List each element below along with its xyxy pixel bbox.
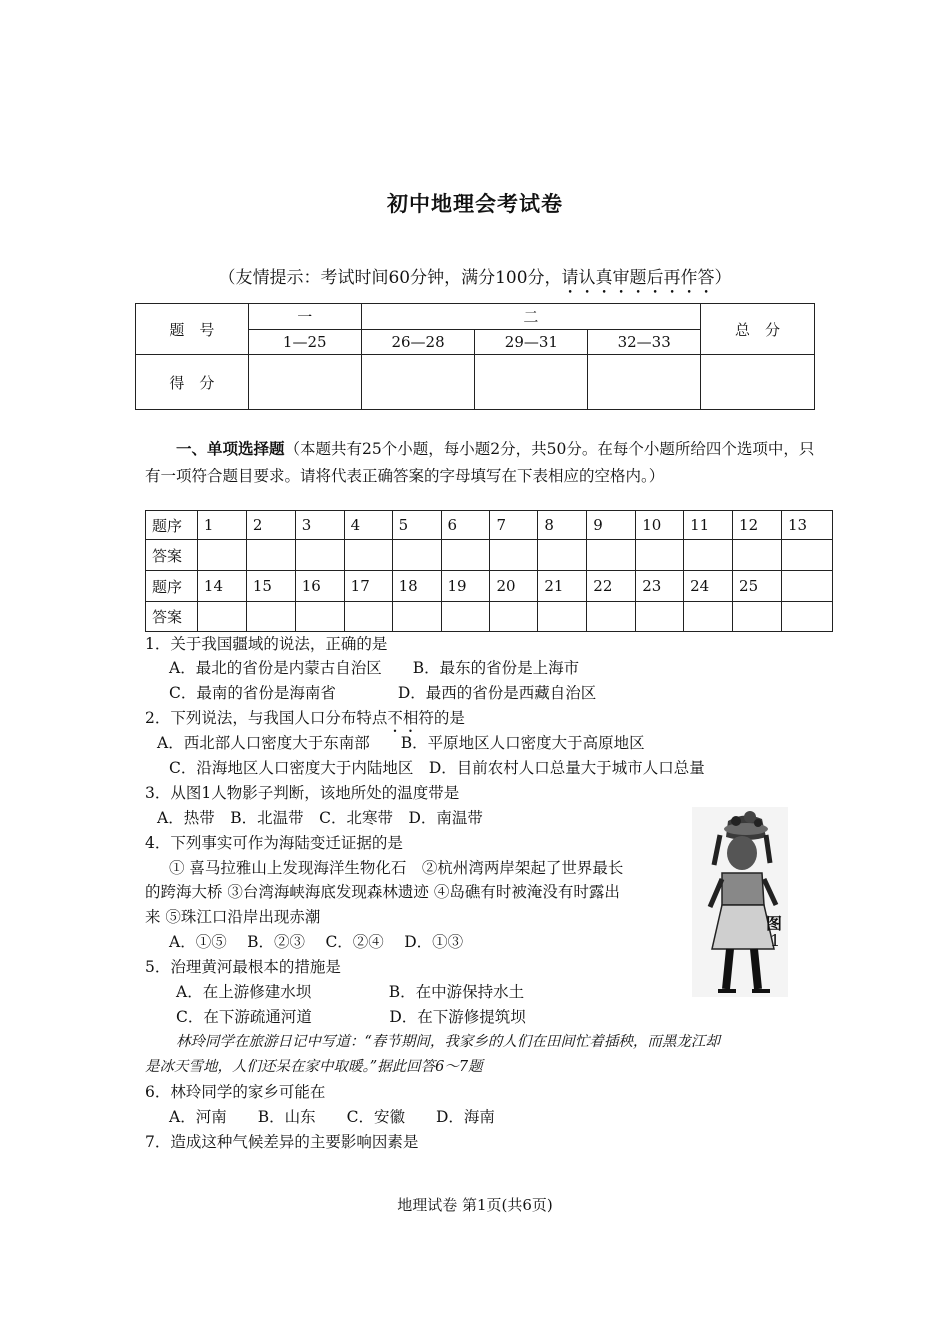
question-1-stem: 1．关于我国疆域的说法，正确的是 <box>145 635 388 653</box>
score-cell <box>588 355 701 410</box>
question-2-options-ab: A．西北部人口密度大于东南部 B．平原地区人口密度大于高原地区 <box>157 734 645 752</box>
question-2-text-post: 符的是 <box>418 709 465 727</box>
answer-cell[interactable] <box>295 540 344 571</box>
question-number: 21 <box>538 571 587 602</box>
answer-cell[interactable] <box>636 602 684 632</box>
question-number: 10 <box>636 511 684 540</box>
question-4-line-1: ① 喜马拉雅山上发现海洋生物化石 ②杭州湾两岸架起了世界最长 <box>169 859 624 877</box>
page-footer: 地理试卷 第1页(共6页) <box>397 1196 553 1214</box>
answer-cell[interactable] <box>197 602 246 632</box>
answer-cell[interactable] <box>490 540 538 571</box>
answer-cell[interactable] <box>246 540 295 571</box>
answer-cell[interactable] <box>733 540 782 571</box>
answer-cell[interactable] <box>490 602 538 632</box>
answer-cell[interactable] <box>344 602 392 632</box>
range-cell: 26—28 <box>361 330 475 355</box>
section-one-instructions <box>145 436 815 490</box>
question-number: 6 <box>441 511 490 540</box>
question-number: 20 <box>490 571 538 602</box>
answer-cell[interactable] <box>538 602 587 632</box>
question-number: 2 <box>246 511 295 540</box>
person-with-basket-icon <box>692 807 788 997</box>
question-number: 5 <box>392 511 441 540</box>
question-1-options-cd: C．最南的省份是海南省 D．最西的省份是西藏自治区 <box>169 684 597 702</box>
question-number: 3 <box>295 511 344 540</box>
question-number: 16 <box>295 571 344 602</box>
question-1-options-ab: A．最北的省份是内蒙古自治区 B．最东的省份是上海市 <box>169 659 580 677</box>
figure-number: 1 <box>770 931 781 950</box>
question-5-options-ab: A．在上游修建水坝 B．在中游保持水土 <box>176 983 525 1001</box>
question-number: 14 <box>197 571 246 602</box>
figure-label: 图 <box>766 914 783 933</box>
score-cell <box>475 355 588 410</box>
answer-cell[interactable] <box>684 540 733 571</box>
range-cell: 1—25 <box>248 330 361 355</box>
question-4-stem: 4．下列事实可作为海陆变迁证据的是 <box>145 834 403 852</box>
passage-line-1: 林玲同学在旅游日记中写道：“春节期间，我家乡的人们在田间忙着插秧，而黑龙江却 <box>176 1034 720 1050</box>
question-number: 7 <box>490 511 538 540</box>
score-cell <box>361 355 475 410</box>
answer-cell[interactable] <box>781 602 832 632</box>
score-header-label: 题 号 <box>136 304 249 355</box>
question-6-options: A．河南 B．山东 C．安徽 D．海南 <box>169 1108 495 1126</box>
question-number: 17 <box>344 571 392 602</box>
question-number: 9 <box>587 511 636 540</box>
question-number: 19 <box>441 571 490 602</box>
part-two-label: 二 <box>361 304 700 330</box>
answer-cell[interactable] <box>344 540 392 571</box>
question-number: 1 <box>197 511 246 540</box>
score-cell <box>701 355 815 410</box>
answer-table <box>145 510 833 632</box>
question-number: 11 <box>684 511 733 540</box>
question-6-stem: 6．林玲同学的家乡可能在 <box>145 1083 326 1101</box>
tip-emphasis: 请认真审题后再作答 <box>561 268 715 288</box>
question-7-stem: 7．造成这种气候差异的主要影响因素是 <box>145 1133 419 1151</box>
answer-cell[interactable] <box>781 540 832 571</box>
question-2-text-pre: 2．下列说法，与我国人口分布特点 <box>145 709 388 727</box>
section-one-text: （本题共有25个小题，每小题2分，共50分。在每个小题所给四个选项中，只有一项符合题目要求。请将代表正确答案的字母填写在下表相应的空格内。） <box>145 440 815 485</box>
question-2-emphasis: 不相 <box>387 709 419 727</box>
exam-title: 初中地理会考试卷 <box>387 191 563 216</box>
score-cell <box>248 355 361 410</box>
question-5-stem: 5．治理黄河最根本的措施是 <box>145 958 341 976</box>
question-4-line-2: 的跨海大桥 ③台湾海峡海底发现森林遗迹 ④岛礁有时被淹没有时露出 <box>145 883 620 901</box>
question-number: 24 <box>684 571 733 602</box>
passage-line-2: 是冰天雪地，人们还呆在家中取暖。”据此回答6～7题 <box>145 1059 483 1075</box>
answer-cell[interactable] <box>441 540 490 571</box>
answer-cell[interactable] <box>295 602 344 632</box>
question-number: 4 <box>344 511 392 540</box>
tip-prefix: （友情提示：考试时间60分钟，满分100分， <box>218 268 562 288</box>
score-row-label: 得 分 <box>136 355 249 410</box>
answer-cell[interactable] <box>392 602 441 632</box>
answer-cell[interactable] <box>538 540 587 571</box>
range-cell: 29—31 <box>475 330 588 355</box>
answer-row-label: 答案 <box>146 602 198 632</box>
figure-1-person-illustration <box>692 807 788 997</box>
score-table <box>135 303 815 410</box>
question-3-stem: 3．从图1人物影子判断，该地所处的温度带是 <box>145 784 460 802</box>
question-3-options: A．热带 B．北温带 C．北寒带 D．南温带 <box>157 809 483 827</box>
answer-cell[interactable] <box>587 602 636 632</box>
part-one-label: 一 <box>248 304 361 330</box>
question-number: 22 <box>587 571 636 602</box>
answer-cell[interactable] <box>587 540 636 571</box>
answer-cell[interactable] <box>733 602 782 632</box>
question-number: 13 <box>781 511 832 540</box>
question-number: 25 <box>733 571 782 602</box>
total-score-label: 总 分 <box>701 304 815 355</box>
answer-cell[interactable] <box>392 540 441 571</box>
answer-cell[interactable] <box>684 602 733 632</box>
range-cell: 32—33 <box>588 330 701 355</box>
section-one-heading: 一、单项选择题 <box>176 440 285 458</box>
question-5-options-cd: C．在下游疏通河道 D．在下游修提筑坝 <box>176 1008 526 1026</box>
question-number: 15 <box>246 571 295 602</box>
answer-num-label: 题序 <box>146 571 198 602</box>
answer-num-label: 题序 <box>146 511 198 540</box>
tip-suffix: ） <box>714 268 732 288</box>
question-2-options-cd: C．沿海地区人口密度大于内陆地区 D．目前农村人口总量大于城市人口总量 <box>169 759 705 777</box>
question-number: 18 <box>392 571 441 602</box>
question-number <box>781 571 832 602</box>
answer-cell[interactable] <box>197 540 246 571</box>
question-4-line-3: 来 ⑤珠江口沿岸出现赤潮 <box>145 908 321 926</box>
question-4-options: A．①⑤ B．②③ C．②④ D．①③ <box>169 933 464 951</box>
answer-cell[interactable] <box>246 602 295 632</box>
question-number: 12 <box>733 511 782 540</box>
answer-cell[interactable] <box>441 602 490 632</box>
answer-row-label: 答案 <box>146 540 198 571</box>
exam-tip <box>0 263 950 298</box>
answer-cell[interactable] <box>636 540 684 571</box>
question-number: 23 <box>636 571 684 602</box>
question-number: 8 <box>538 511 587 540</box>
